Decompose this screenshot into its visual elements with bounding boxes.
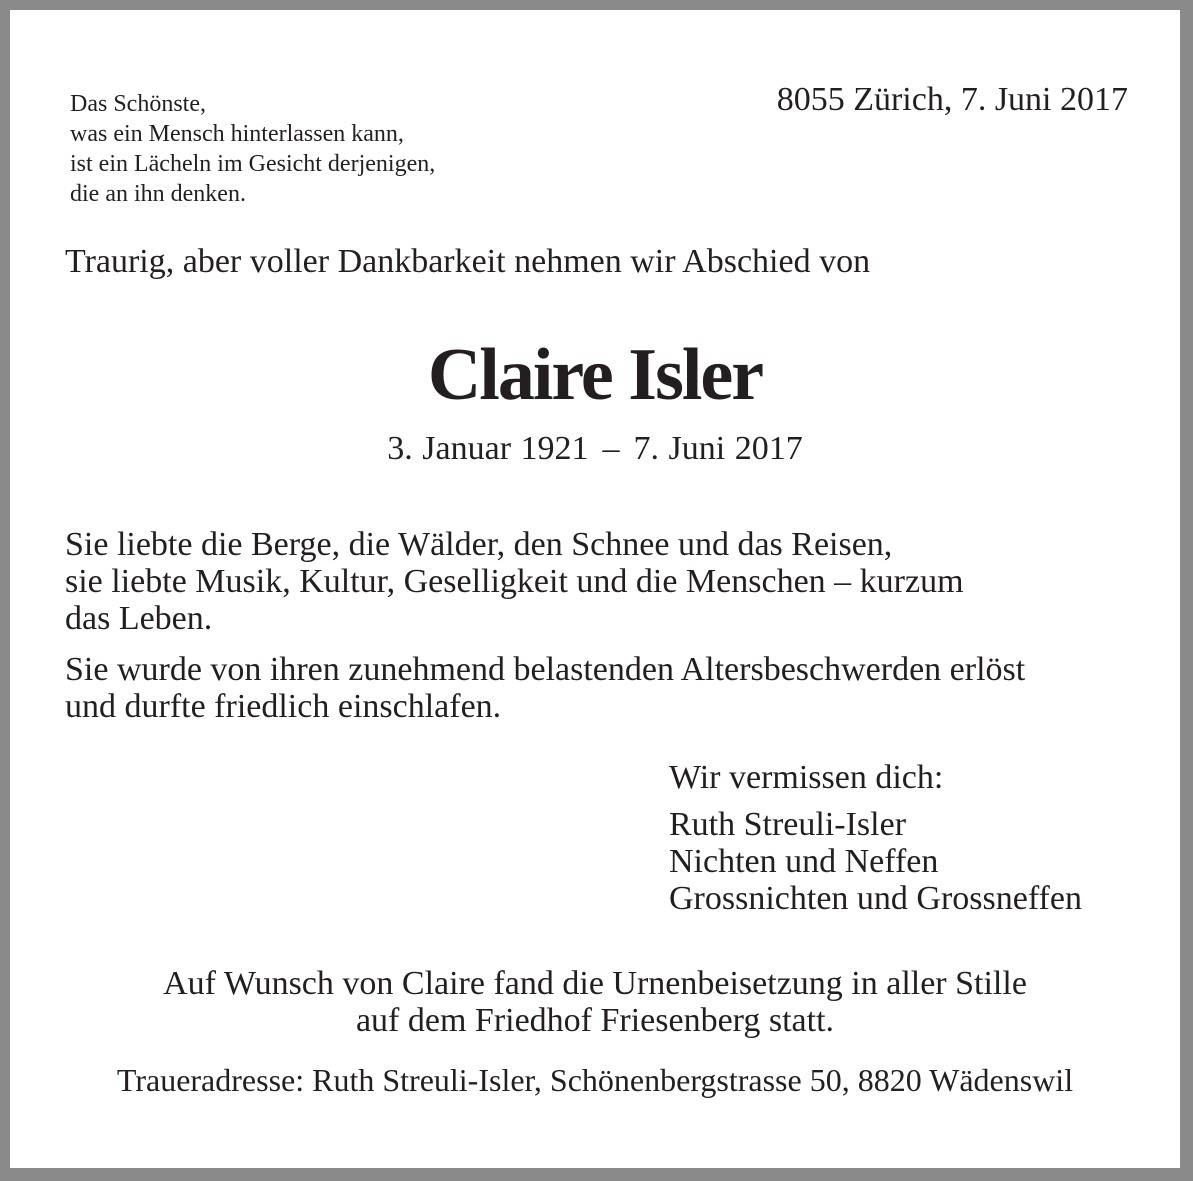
mourning-address: Traueradresse: Ruth Streuli-Isler, Schönenbergstrasse 50, 8820 Wädenswil <box>116 1062 1074 1098</box>
paragraph-line: und durfte friedlich einschlafen. <box>65 688 502 725</box>
burial-line: auf dem Friedhof Friesenberg statt. <box>355 1002 835 1039</box>
mourner-name: Ruth Streuli-Isler <box>669 806 907 843</box>
paragraph-line: das Leben. <box>65 600 213 637</box>
place-and-date: 8055 Zürich, 7. Juni 2017 <box>776 81 1128 118</box>
motto-line: ist ein Lächeln im Gesicht derjenigen, <box>70 151 436 177</box>
body-paragraph-1 <box>65 526 964 637</box>
deceased-name: Claire Isler <box>427 334 763 416</box>
paragraph-line: Sie liebte die Berge, die Wälder, den Schnee und das Reisen, <box>65 526 893 563</box>
paragraph-line: Sie wurde von ihren zunehmend belastenden Altersbeschwerden erlöst <box>65 651 1026 688</box>
motto-quote <box>70 89 435 209</box>
death-date: 7. Juni 2017 <box>633 430 803 467</box>
birth-date: 3. Januar 1921 <box>387 430 589 467</box>
mourner-name: Grossnichten und Grossneffen <box>669 880 1082 917</box>
motto-line: Das Schönste, <box>70 91 206 117</box>
body-paragraph-2 <box>65 651 1025 725</box>
mourners-heading: Wir vermissen dich: <box>669 759 944 796</box>
obituary-notice <box>10 10 1180 1168</box>
motto-line: die an ihn denken. <box>70 181 246 207</box>
burial-note <box>10 965 1180 1039</box>
paragraph-line: sie liebte Musik, Kultur, Geselligkeit und die Menschen – kurzum <box>65 563 964 600</box>
intro-line: Traurig, aber voller Dankbarkeit nehmen wir Abschied von <box>65 243 871 280</box>
date-separator: – <box>602 430 620 467</box>
burial-line: Auf Wunsch von Claire fand die Urnenbeisetzung in aller Stille <box>163 965 1027 1002</box>
motto-line: was ein Mensch hinterlassen kann, <box>70 121 404 147</box>
mourners-list <box>669 806 1082 917</box>
mourner-name: Nichten und Neffen <box>669 843 939 880</box>
life-dates <box>10 429 1180 469</box>
